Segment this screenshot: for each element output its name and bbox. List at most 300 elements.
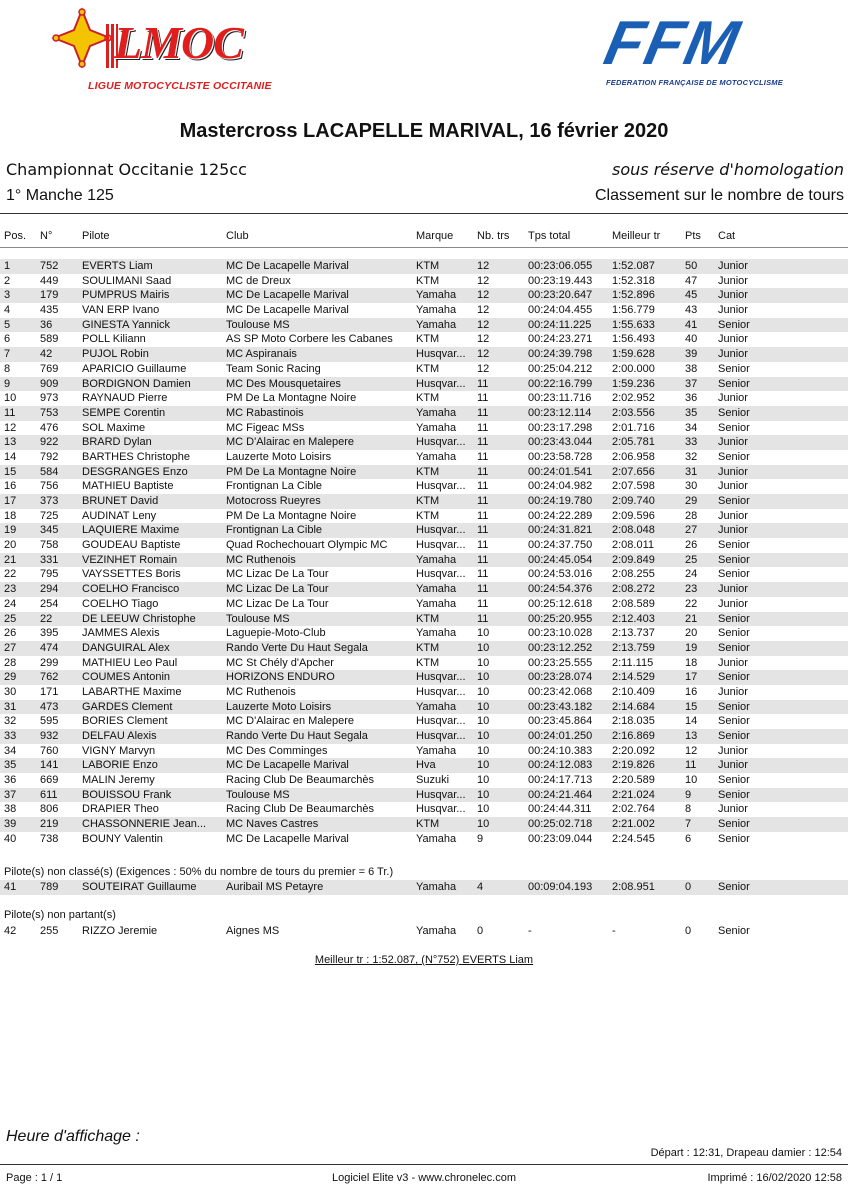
table-row <box>0 523 848 538</box>
cell-brand: Yamaha <box>416 553 457 566</box>
cell-pilot: BARTHES Christophe <box>82 450 191 463</box>
cell-points: 14 <box>685 715 698 728</box>
cell-best-lap: 2:08.272 <box>612 583 655 596</box>
cell-best-lap: 1:59.628 <box>612 348 655 361</box>
cell-laps: 10 <box>477 685 490 698</box>
col-category: Cat <box>718 230 736 242</box>
ranking-label: Classement sur le nombre de tours <box>595 187 844 204</box>
cell-pilot: LAQUIERE Maxime <box>82 524 180 537</box>
cell-brand: Suzuki <box>416 774 450 787</box>
cell-total-time: 00:25:02.718 <box>528 818 593 831</box>
cell-laps: 10 <box>477 671 490 684</box>
cell-total-time: 00:23:20.647 <box>528 289 593 302</box>
table-row <box>0 729 848 744</box>
cell-brand: KTM <box>416 333 440 346</box>
cell-number: 254 <box>40 597 59 610</box>
cell-pos: 23 <box>4 583 17 596</box>
cell-club: MC De Lacapelle Marival <box>226 289 349 302</box>
cell-best-lap: 2:21.024 <box>612 788 655 801</box>
cell-category: Junior <box>718 759 748 772</box>
cell-total-time: 00:24:19.780 <box>528 495 593 507</box>
cell-points: 15 <box>685 700 698 713</box>
cell-club: PM De La Montagne Noire <box>226 465 357 478</box>
cell-best-lap: 2:09.596 <box>612 509 655 522</box>
cell-number: 473 <box>40 700 59 713</box>
cell-pilot: MALIN Jeremy <box>82 774 155 787</box>
footer-divider <box>0 1164 848 1165</box>
cell-total-time: 00:24:22.289 <box>528 509 593 522</box>
cell-pos: 7 <box>4 348 11 361</box>
cell-points: 25 <box>685 553 698 566</box>
table-row <box>0 670 848 685</box>
cell-number: 373 <box>40 495 59 507</box>
cell-club: MC Aspiranais <box>226 348 297 361</box>
cell-pilot: POLL Kiliann <box>82 333 146 346</box>
cell-number: 589 <box>40 333 59 346</box>
table-row <box>0 656 848 671</box>
table-row <box>0 362 848 377</box>
cell-number: 171 <box>40 685 59 698</box>
header-divider <box>0 213 848 214</box>
cell-best-lap: 1:59.236 <box>612 377 655 390</box>
cell-best-lap: 2:08.048 <box>612 524 655 537</box>
cell-best-lap: 2:12.403 <box>612 612 655 625</box>
cell-pilot: VAYSSETTES Boris <box>82 568 181 581</box>
cell-best-lap: 1:56.779 <box>612 304 655 317</box>
cell-total-time: 00:23:06.055 <box>528 260 593 272</box>
cell-best-lap: 2:24.545 <box>612 832 655 845</box>
cell-pilot: EVERTS Liam <box>82 260 153 272</box>
cell-number: 973 <box>40 392 59 405</box>
table-row <box>0 259 848 274</box>
cell-pos: 5 <box>4 318 11 331</box>
cell-pos: 29 <box>4 671 17 684</box>
ffm-logo <box>596 9 808 90</box>
cell-brand: KTM <box>416 509 440 522</box>
cell-category: Junior <box>718 333 748 346</box>
cell-best-lap: 1:55.633 <box>612 318 655 331</box>
cell-total-time: 00:24:01.250 <box>528 730 593 742</box>
cell-laps: 11 <box>477 539 489 552</box>
cell-club: Aignes MS <box>226 925 280 937</box>
cell-points: 34 <box>685 421 698 434</box>
cell-best-lap: 2:07.656 <box>612 465 655 478</box>
cell-category: Junior <box>718 304 748 317</box>
cell-pilot: RIZZO Jeremie <box>82 925 158 937</box>
cell-best-lap: 2:21.002 <box>612 818 655 831</box>
cell-pilot: MATHIEU Leo Paul <box>82 656 178 669</box>
cell-total-time: 00:23:10.028 <box>528 627 593 640</box>
cell-best-lap: 2:19.826 <box>612 759 655 772</box>
cell-laps: 10 <box>477 641 490 654</box>
cell-total-time: 00:24:23.271 <box>528 333 593 346</box>
table-row <box>0 612 848 627</box>
cell-number: 331 <box>40 553 59 566</box>
cell-laps: 12 <box>477 318 490 331</box>
cell-total-time: 00:23:58.728 <box>528 450 593 463</box>
cell-brand: Husqvar... <box>416 539 466 552</box>
cell-pos: 39 <box>4 818 17 831</box>
table-row <box>0 465 848 480</box>
cell-pilot: AUDINAT Leny <box>82 509 157 522</box>
cell-club: Laguepie-Moto-Club <box>226 627 326 640</box>
cell-category: Senior <box>718 881 750 893</box>
cell-total-time: 00:24:44.311 <box>528 803 592 816</box>
cell-number: 476 <box>40 421 59 434</box>
cell-pilot: RAYNAUD Pierre <box>82 392 168 405</box>
cell-pilot: LABORIE Enzo <box>82 759 158 772</box>
cell-laps: 10 <box>477 788 490 801</box>
cell-points: 43 <box>685 304 698 317</box>
cell-category: Senior <box>718 495 750 507</box>
cell-number: 449 <box>40 274 59 287</box>
cell-laps: 10 <box>477 715 490 728</box>
cell-points: 24 <box>685 568 698 581</box>
cell-category: Senior <box>718 539 750 552</box>
cell-best-lap: 2:10.409 <box>612 685 655 698</box>
cell-brand: Yamaha <box>416 700 457 713</box>
ffm-wordmark: FFM <box>598 9 747 78</box>
cell-number: 584 <box>40 465 59 478</box>
cell-points: 23 <box>685 583 698 596</box>
cell-laps: 9 <box>477 832 484 845</box>
cell-total-time: 00:23:45.864 <box>528 715 593 728</box>
cell-total-time: 00:23:12.252 <box>528 641 593 654</box>
cell-brand: Husqvar... <box>416 480 466 493</box>
cell-club: PM De La Montagne Noire <box>226 392 357 405</box>
cell-pos: 6 <box>4 333 11 346</box>
cell-points: 39 <box>685 348 698 361</box>
table-row <box>0 318 848 333</box>
cell-brand: KTM <box>416 260 440 272</box>
cell-category: Junior <box>718 583 748 596</box>
cell-club: Toulouse MS <box>226 318 290 331</box>
cell-points: 32 <box>685 450 698 463</box>
col-best-lap: Meilleur tr <box>612 230 661 242</box>
cell-brand: Yamaha <box>416 627 457 640</box>
cell-best-lap: 2:08.951 <box>612 881 655 893</box>
table-row <box>0 714 848 729</box>
cell-points: 13 <box>685 730 698 742</box>
cell-pilot: COELHO Tiago <box>82 597 159 610</box>
cell-pilot: DANGUIRAL Alex <box>82 641 170 654</box>
cell-pos: 4 <box>4 304 11 317</box>
cell-pos: 18 <box>4 509 17 522</box>
table-row <box>0 788 848 803</box>
cell-pos: 19 <box>4 524 17 537</box>
cell-points: 40 <box>685 333 698 346</box>
cell-number: 756 <box>40 480 59 493</box>
cell-number: 909 <box>40 377 59 390</box>
cell-laps: 12 <box>477 289 490 302</box>
cell-pos: 10 <box>4 392 17 405</box>
cell-pos: 17 <box>4 495 17 507</box>
cell-laps: 10 <box>477 759 490 772</box>
cell-number: 922 <box>40 436 59 449</box>
cell-number: 762 <box>40 671 59 684</box>
cell-total-time: 00:24:31.821 <box>528 524 593 537</box>
cell-points: 11 <box>685 759 697 772</box>
cell-best-lap: 2:05.781 <box>612 436 655 449</box>
cell-category: Junior <box>718 524 748 537</box>
cell-category: Junior <box>718 803 748 816</box>
cell-club: Toulouse MS <box>226 612 290 625</box>
cell-total-time: 00:25:04.212 <box>528 362 593 375</box>
cell-club: MC Naves Castres <box>226 818 319 831</box>
cell-category: Junior <box>718 274 748 287</box>
cell-total-time: 00:24:45.054 <box>528 553 593 566</box>
cell-number: 294 <box>40 583 59 596</box>
cell-club: MC De Lacapelle Marival <box>226 759 349 772</box>
cell-club: Quad Rochechouart Olympic MC <box>226 539 388 552</box>
cell-points: 18 <box>685 656 698 669</box>
cell-total-time: 00:23:11.716 <box>528 392 592 405</box>
cell-laps: 10 <box>477 774 490 787</box>
cell-laps: 11 <box>477 553 489 566</box>
cell-laps: 11 <box>477 583 489 596</box>
cell-pilot: APARICIO Guillaume <box>82 362 187 375</box>
cell-best-lap: 1:52.896 <box>612 289 655 302</box>
cell-brand: Husqvar... <box>416 730 466 742</box>
cell-number: 141 <box>40 759 59 772</box>
cell-points: 50 <box>685 260 698 272</box>
cell-laps: 10 <box>477 700 490 713</box>
cell-category: Senior <box>718 421 750 434</box>
cell-brand: Husqvar... <box>416 715 466 728</box>
cell-laps: 10 <box>477 730 490 742</box>
cell-number: 219 <box>40 818 59 831</box>
col-brand: Marque <box>416 230 454 242</box>
table-row <box>0 509 848 524</box>
cell-total-time: 00:23:19.443 <box>528 274 593 287</box>
table-header-divider <box>0 247 848 248</box>
col-pilot: Pilote <box>82 230 110 242</box>
cell-points: 27 <box>685 524 698 537</box>
cell-brand: KTM <box>416 362 440 375</box>
table-row <box>0 773 848 788</box>
cell-club: Team Sonic Racing <box>226 362 321 375</box>
cell-club: HORIZONS ENDURO <box>226 671 335 684</box>
cell-best-lap: 2:20.589 <box>612 774 655 787</box>
table-row <box>0 332 848 347</box>
table-row <box>0 377 848 392</box>
cell-club: Toulouse MS <box>226 788 290 801</box>
cell-points: 19 <box>685 641 698 654</box>
cell-category: Senior <box>718 715 750 728</box>
cell-category: Senior <box>718 925 750 937</box>
cell-pilot: DRAPIER Theo <box>82 803 159 816</box>
cell-club: MC Ruthenois <box>226 553 296 566</box>
table-row <box>0 924 848 939</box>
cell-brand: KTM <box>416 641 440 654</box>
cell-points: 0 <box>685 881 692 893</box>
cell-best-lap: 2:16.869 <box>612 730 655 742</box>
table-row <box>0 626 848 641</box>
cell-pilot: BORDIGNON Damien <box>82 377 191 390</box>
ffm-subtitle: FEDERATION FRANÇAISE DE MOTOCYCLISME <box>606 78 783 87</box>
cell-category: Senior <box>718 377 750 390</box>
cell-pos: 3 <box>4 289 11 302</box>
cell-total-time: 00:23:43.182 <box>528 700 593 713</box>
cell-total-time: 00:23:43.044 <box>528 436 593 449</box>
homologation-label: sous réserve d'homologation <box>612 160 844 179</box>
cell-club: Frontignan La Cible <box>226 480 323 493</box>
cell-total-time: 00:23:42.068 <box>528 685 593 698</box>
cell-pos: 38 <box>4 803 17 816</box>
cell-pilot: LABARTHE Maxime <box>82 685 182 698</box>
cell-laps: 11 <box>477 597 489 610</box>
table-row <box>0 538 848 553</box>
cell-club: PM De La Montagne Noire <box>226 509 357 522</box>
cell-best-lap: 2:07.598 <box>612 480 655 493</box>
best-lap-text: Meilleur tr : 1:52.087, (N°752) EVERTS Liam <box>314 954 534 966</box>
cell-category: Junior <box>718 289 748 302</box>
cell-total-time: 00:24:11.225 <box>528 318 592 331</box>
cell-laps: 11 <box>477 436 489 449</box>
cell-number: 738 <box>40 832 59 845</box>
cell-pos: 24 <box>4 597 17 610</box>
cell-brand: KTM <box>416 465 440 478</box>
cell-pos: 42 <box>4 925 17 937</box>
cell-pilot: JAMMES Alexis <box>82 627 160 640</box>
cell-club: Frontignan La Cible <box>226 524 323 537</box>
cell-laps: 11 <box>477 568 489 581</box>
cell-total-time: 00:24:39.798 <box>528 348 593 361</box>
cell-pilot: SOUTEIRAT Guillaume <box>82 881 197 893</box>
cell-laps: 11 <box>477 495 489 507</box>
cell-club: MC De Lacapelle Marival <box>226 260 349 272</box>
cell-laps: 10 <box>477 803 490 816</box>
cell-number: 595 <box>40 715 59 728</box>
cell-club: AS SP Moto Corbere les Cabanes <box>226 333 393 346</box>
cell-points: 38 <box>685 362 698 375</box>
cell-best-lap: 2:14.684 <box>612 700 655 713</box>
cell-number: 806 <box>40 803 59 816</box>
cell-club: Lauzerte Moto Loisirs <box>226 700 332 713</box>
cell-category: Senior <box>718 832 750 845</box>
cell-number: 795 <box>40 568 59 581</box>
table-row <box>0 685 848 700</box>
cell-total-time: 00:24:10.383 <box>528 744 593 757</box>
cell-laps: 12 <box>477 304 490 317</box>
cell-club: MC D'Alairac en Malepere <box>226 715 355 728</box>
cell-points: 47 <box>685 274 698 287</box>
cell-points: 8 <box>685 803 692 816</box>
cell-total-time: 00:24:12.083 <box>528 759 593 772</box>
cell-category: Senior <box>718 627 750 640</box>
cell-best-lap: 2:01.716 <box>612 421 655 434</box>
cell-brand: Yamaha <box>416 421 457 434</box>
cell-category: Junior <box>718 436 748 449</box>
cell-club: Racing Club De Beaumarchès <box>226 774 374 787</box>
cell-laps: 10 <box>477 744 490 757</box>
cell-pos: 21 <box>4 553 17 566</box>
cell-points: 31 <box>685 465 698 478</box>
table-header <box>0 230 848 246</box>
cell-club: MC Rabastinois <box>226 406 304 419</box>
cell-best-lap: 2:18.035 <box>612 715 655 728</box>
cell-number: 753 <box>40 406 59 419</box>
cell-pos: 36 <box>4 774 17 787</box>
cell-points: 0 <box>685 925 692 937</box>
cell-pilot: VIGNY Marvyn <box>82 744 156 757</box>
cell-points: 22 <box>685 597 698 610</box>
cell-pos: 15 <box>4 465 17 478</box>
cell-pos: 14 <box>4 450 17 463</box>
table-row <box>0 553 848 568</box>
cell-category: Senior <box>718 612 750 625</box>
table-row <box>0 880 848 895</box>
table-row <box>0 802 848 817</box>
cell-points: 9 <box>685 788 692 801</box>
cell-laps: 10 <box>477 627 490 640</box>
cell-points: 35 <box>685 406 698 419</box>
cell-brand: KTM <box>416 818 440 831</box>
cell-points: 12 <box>685 744 698 757</box>
cell-total-time: 00:24:53.016 <box>528 568 593 581</box>
cell-category: Junior <box>718 465 748 478</box>
cell-category: Junior <box>718 685 748 698</box>
cell-pos: 34 <box>4 744 17 757</box>
cell-best-lap: 2:02.952 <box>612 392 655 405</box>
cell-laps: 0 <box>477 925 484 937</box>
cell-brand: Yamaha <box>416 832 457 845</box>
cell-category: Senior <box>718 671 750 684</box>
table-row <box>0 274 848 289</box>
best-lap-summary <box>0 954 848 966</box>
cell-brand: Yamaha <box>416 881 457 893</box>
cell-brand: Husqvar... <box>416 568 466 581</box>
cell-pilot: DE LEEUW Christophe <box>82 612 196 625</box>
cell-pos: 30 <box>4 685 17 698</box>
cell-pilot: CHASSONNERIE Jean... <box>82 818 207 831</box>
col-number: N° <box>40 230 53 242</box>
cell-best-lap: 2:00.000 <box>612 362 655 375</box>
cell-category: Senior <box>718 788 750 801</box>
cell-club: MC de Dreux <box>226 274 291 287</box>
cell-pilot: PUJOL Robin <box>82 348 149 361</box>
cell-total-time: 00:25:20.955 <box>528 612 593 625</box>
cell-laps: 11 <box>477 392 489 405</box>
cell-pilot: SOL Maxime <box>82 421 146 434</box>
cell-best-lap: 2:11.115 <box>612 656 654 669</box>
table-row <box>0 450 848 465</box>
cell-club: MC Des Mousquetaires <box>226 377 341 390</box>
cell-total-time: 00:25:12.618 <box>528 597 593 610</box>
cell-pos: 33 <box>4 730 17 742</box>
cell-category: Senior <box>718 450 750 463</box>
cell-best-lap: 2:08.589 <box>612 597 655 610</box>
cell-pos: 41 <box>4 881 17 893</box>
cell-total-time: 00:23:28.074 <box>528 671 593 684</box>
cell-brand: KTM <box>416 392 440 405</box>
cell-number: 395 <box>40 627 59 640</box>
cell-pos: 9 <box>4 377 11 390</box>
cell-pos: 1 <box>4 260 11 272</box>
cell-total-time: 00:23:17.298 <box>528 421 593 434</box>
cell-laps: 12 <box>477 260 490 272</box>
cell-laps: 10 <box>477 818 490 831</box>
table-row <box>0 435 848 450</box>
table-row <box>0 641 848 656</box>
cell-number: 769 <box>40 362 59 375</box>
cell-points: 17 <box>685 671 698 684</box>
cell-category: Junior <box>718 597 748 610</box>
cell-pos: 31 <box>4 700 17 713</box>
cell-total-time: 00:23:09.044 <box>528 832 593 845</box>
cell-club: MC Figeac MSs <box>226 421 305 434</box>
non-classified-title: Pilote(s) non classé(s) (Exigences : 50% du nombre de tours du premier = 6 Tr.) <box>4 866 394 878</box>
